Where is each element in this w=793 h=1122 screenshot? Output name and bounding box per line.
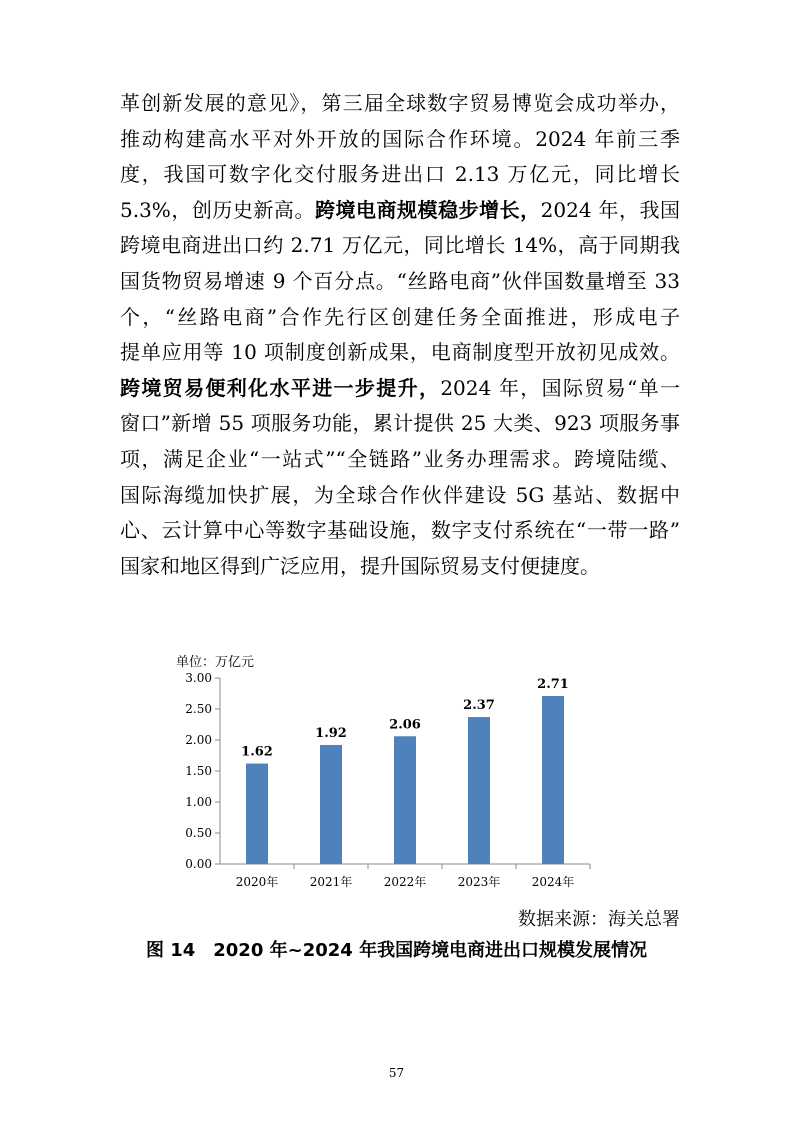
bold-text: 跨境电商规模稳步增长，: [314, 197, 541, 222]
y-tick-label: 1.50: [185, 764, 212, 778]
bar: [394, 736, 416, 864]
bold-text: 跨境贸易便利化水平进一步提升，: [120, 375, 441, 400]
data-label: 1.62: [241, 744, 273, 760]
text-segment: 推动构建高水平对外开放的国际合作环境。2024 年前三季: [120, 126, 680, 151]
text-segment: 项，满足企业“一站式”“全链路”业务办理需求。跨境陆缆、: [120, 446, 680, 471]
bar-chart: [160, 650, 600, 890]
text-line: [120, 371, 680, 407]
data-label: 2.71: [537, 676, 569, 692]
x-tick-label: 2023年: [457, 875, 501, 889]
text-segment: 国家和地区得到广泛应用，提升国际贸易支付便捷度。: [120, 553, 600, 578]
text-line: [120, 228, 680, 264]
data-label: 1.92: [315, 725, 347, 741]
bar: [320, 745, 342, 864]
data-source: 数据来源：海关总署: [518, 909, 680, 930]
text-line: [120, 122, 680, 158]
body-text: [120, 86, 680, 584]
text-line: [120, 86, 680, 122]
bar: [542, 696, 564, 864]
text-line: [120, 442, 680, 478]
y-tick-label: 0.50: [185, 826, 212, 840]
text-segment: 2024 年，我国: [540, 197, 681, 222]
text-line: [120, 264, 680, 300]
figure-caption: 图 14 2020 年~2024 年我国跨境电商进出口规模发展情况: [145, 940, 648, 961]
text-line: [120, 335, 680, 371]
text-segment: 窗口”新增 55 项服务功能，累计提供 25 大类、923 项服务事: [120, 411, 680, 436]
text-segment: 度，我国可数字化交付服务进出口 2.13 万亿元，同比增长: [120, 162, 680, 187]
y-tick-label: 2.50: [185, 702, 212, 716]
text-segment: 提单应用等 10 项制度创新成果，电商制度型开放初见成效。: [120, 340, 680, 365]
text-segment: 心、云计算中心等数字基础设施，数字支付系统在“一带一路”: [120, 518, 680, 543]
y-tick-label: 2.00: [185, 733, 212, 747]
text-segment: 2024 年，国际贸易“单一: [440, 375, 681, 400]
data-label: 2.06: [389, 717, 421, 733]
x-tick-label: 2024年: [531, 875, 575, 889]
text-segment: 跨境电商进出口约 2.71 万亿元，同比增长 14%，高于同期我: [120, 233, 680, 258]
x-tick-label: 2021年: [309, 875, 353, 889]
text-line: [120, 549, 680, 585]
bar: [468, 717, 490, 864]
text-line: [120, 406, 680, 442]
x-tick-label: 2020年: [235, 875, 279, 889]
y-tick-label: 3.00: [185, 671, 212, 685]
page-number: 57: [388, 1066, 405, 1080]
text-line: [120, 157, 680, 193]
text-line: [120, 300, 680, 336]
y-tick-label: 0.00: [185, 857, 212, 871]
text-segment: 国际海缆加快扩展，为全球合作伙伴建设 5G 基站、数据中: [120, 482, 680, 507]
bar: [246, 764, 268, 864]
data-label: 2.37: [463, 698, 495, 714]
text-line: [120, 193, 680, 229]
text-line: [120, 478, 680, 514]
unit-label: 单位：万亿元: [176, 655, 255, 670]
y-tick-label: 1.00: [185, 795, 212, 809]
text-segment: 革创新发展的意见》，第三届全球数字贸易博览会成功举办，: [120, 91, 680, 115]
text-segment: 5.3%，创历史新高。: [120, 197, 315, 222]
x-tick-label: 2022年: [383, 875, 427, 889]
text-segment: 个，“丝路电商”合作先行区创建任务全面推进，形成电子: [120, 304, 680, 329]
text-line: [120, 513, 680, 549]
text-segment: 国货物贸易增速 9 个百分点。“丝路电商”伙伴国数量增至 33: [120, 268, 680, 293]
